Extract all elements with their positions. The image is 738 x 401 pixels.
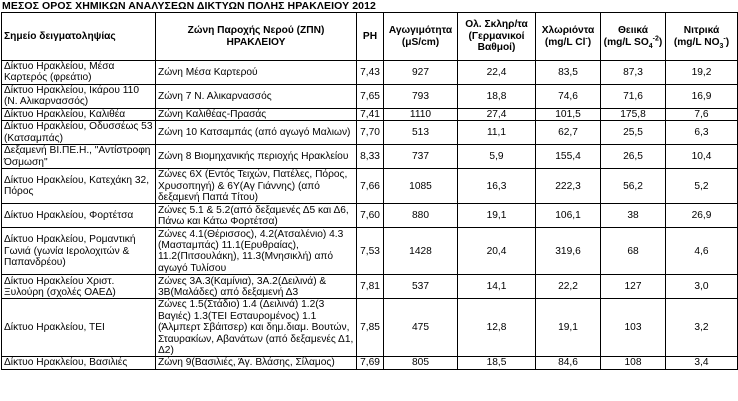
cell-zone: Ζώνες 1.5(Στάδιο) 1.4 (Δειλινά) 1.2(3 Βαγιές) 1.3(ΤΕΙ Εσταυρομένος) 1.1 (Άλμπερτ Σβάιτσερ) και δημ.διαμ. Βουτών, Σταυρακίων, Αβανάτων (από δεξαμενές Δ1, Δ2)	[156, 299, 357, 357]
cell-ph: 7,81	[357, 275, 384, 299]
cell-site: Δίκτυο Ηρακλείου, Καλιθέα	[2, 108, 156, 120]
document-title: ΜΕΣΟΣ ΟΡΟΣ ΧΗΜΙΚΩΝ ΑΝΑΛΥΣΕΩΝ ΔΙΚΤΥΩΝ ΠΟΛΗΣ ΗΡΑΚΛΕΙΟΥ 2012	[2, 0, 376, 12]
cell-nitrates: 26,9	[666, 204, 738, 228]
cell-conductivity: 737	[384, 145, 458, 169]
cell-ph: 7,41	[357, 108, 384, 120]
cell-site: Δίκτυο Ηρακλείου, Μέσα Καρτερός (φρεάτιο)	[2, 61, 156, 85]
cell-conductivity: 537	[384, 275, 458, 299]
cell-ph: 8,33	[357, 145, 384, 169]
cell-nitrates: 3,4	[666, 357, 738, 369]
cell-hardness: 11,1	[458, 121, 536, 145]
cell-ph: 7,69	[357, 357, 384, 369]
cell-sulfates: 71,6	[601, 84, 666, 108]
header-hardness: Ολ. Σκληρ/τα (Γερμανικοί Βαθμοί)	[458, 13, 536, 61]
cell-site: Δίκτυο Ηρακλείου, Κατεχάκη 32, Πόρος	[2, 169, 156, 204]
cell-nitrates: 4,6	[666, 228, 738, 275]
cell-zone: Ζώνη Καλιθέας-Πρασάς	[156, 108, 357, 120]
cell-sulfates: 103	[601, 299, 666, 357]
cell-chlorides: 222,3	[536, 169, 601, 204]
cell-zone: Ζώνη 10 Κατσαμπάς (από αγωγό Μαλιων)	[156, 121, 357, 145]
cell-nitrates: 10,4	[666, 145, 738, 169]
cell-site: Δίκτυο Ηρακλείου, Οδυσσέως 53 (Κατσαμπάς)	[2, 121, 156, 145]
cell-nitrates: 3,0	[666, 275, 738, 299]
cell-chlorides: 19,1	[536, 299, 601, 357]
table-row	[2, 204, 738, 228]
cell-sulfates: 175,8	[601, 108, 666, 120]
cell-chlorides: 106,1	[536, 204, 601, 228]
cell-sulfates: 26,5	[601, 145, 666, 169]
cell-ph: 7,85	[357, 299, 384, 357]
cell-sulfates: 87,3	[601, 61, 666, 85]
cell-conductivity: 927	[384, 61, 458, 85]
cell-zone: Ζώνες 6Χ (Εντός Τειχών, Πατέλες, Πόρος, Χρυσοπηγή) & 6Υ(Αγ Γιάννης) (από δεξαμενή Παπά Τίτου)	[156, 169, 357, 204]
cell-chlorides: 319,6	[536, 228, 601, 275]
cell-hardness: 22,4	[458, 61, 536, 85]
cell-zone: Ζώνες 3Α.3(Καμίνια), 3Α.2(Δειλινά) & 3Β(Μαλάδες) από δεξαμενή Δ3	[156, 275, 357, 299]
cell-site: Δεξαμενή ΒΙ.ΠΕ.Η., "Αντίστροφη Όσμωση"	[2, 145, 156, 169]
cell-chlorides: 101,5	[536, 108, 601, 120]
cell-site: Δίκτυο Ηρακλείου, Ρομαντική Γωνιά (γωνία Ιερολοχιτών & Παπανδρέου)	[2, 228, 156, 275]
cell-zone: Ζώνες 4.1(Θέρισσος), 4.2(Ατσαλένιο) 4.3 (Μασταμπάς) 11.1(Ερυθραίας), 11.2(Πιτσουλάκη), 11.3(Μνησικλή) από αγωγό Τυλίσου	[156, 228, 357, 275]
cell-site: Δίκτυο Ηρακλείου, Φορτέτσα	[2, 204, 156, 228]
cell-conductivity: 1428	[384, 228, 458, 275]
header-zone: Ζώνη Παροχής Νερού (ΖΠΝ) ΗΡΑΚΛΕΙΟΥ	[156, 13, 357, 61]
cell-sulfates: 127	[601, 275, 666, 299]
table-row	[2, 145, 738, 169]
table-row	[2, 61, 738, 85]
header-chlorides: Χλωριόντα (mg/L Cl-)	[536, 13, 601, 61]
cell-conductivity: 513	[384, 121, 458, 145]
cell-site: Δίκτυο Ηρακλείου Χριστ. Ξυλούρη (σχολές ΟΑΕΔ)	[2, 275, 156, 299]
table-row	[2, 169, 738, 204]
cell-chlorides: 62,7	[536, 121, 601, 145]
cell-chlorides: 22,2	[536, 275, 601, 299]
cell-site: Δίκτυο Ηρακλείου, ΤΕΙ	[2, 299, 156, 357]
table-row	[2, 357, 738, 369]
analysis-table	[1, 12, 738, 370]
cell-chlorides: 83,5	[536, 61, 601, 85]
header-row	[2, 13, 738, 61]
cell-nitrates: 3,2	[666, 299, 738, 357]
cell-zone: Ζώνες 5.1 & 5.2(από δεξαμενές Δ5 και Δ6, Πάνω και Κάτω Φορτέτσα)	[156, 204, 357, 228]
cell-conductivity: 1110	[384, 108, 458, 120]
cell-conductivity: 793	[384, 84, 458, 108]
cell-hardness: 18,5	[458, 357, 536, 369]
cell-nitrates: 7,6	[666, 108, 738, 120]
cell-nitrates: 5,2	[666, 169, 738, 204]
cell-chlorides: 155,4	[536, 145, 601, 169]
cell-nitrates: 6,3	[666, 121, 738, 145]
header-site: Σημείο δειγματοληψίας	[2, 13, 156, 61]
cell-sulfates: 38	[601, 204, 666, 228]
table-row	[2, 108, 738, 120]
cell-hardness: 20,4	[458, 228, 536, 275]
cell-hardness: 14,1	[458, 275, 536, 299]
cell-nitrates: 16,9	[666, 84, 738, 108]
header-ph: PH	[357, 13, 384, 61]
cell-ph: 7,65	[357, 84, 384, 108]
cell-sulfates: 56,2	[601, 169, 666, 204]
cell-hardness: 12,8	[458, 299, 536, 357]
cell-hardness: 16,3	[458, 169, 536, 204]
table-row	[2, 299, 738, 357]
cell-ph: 7,53	[357, 228, 384, 275]
cell-zone: Ζώνη 7 Ν. Αλικαρνασσός	[156, 84, 357, 108]
cell-conductivity: 880	[384, 204, 458, 228]
cell-nitrates: 19,2	[666, 61, 738, 85]
cell-site: Δίκτυο Ηρακλείου, Βασιλιές	[2, 357, 156, 369]
cell-hardness: 18,8	[458, 84, 536, 108]
cell-hardness: 5,9	[458, 145, 536, 169]
cell-ph: 7,43	[357, 61, 384, 85]
cell-hardness: 27,4	[458, 108, 536, 120]
table-row	[2, 275, 738, 299]
cell-ph: 7,66	[357, 169, 384, 204]
cell-conductivity: 805	[384, 357, 458, 369]
header-nitrates: Νιτρικά (mg/L $NO_3^-$)	[666, 13, 738, 61]
header-conductivity: Αγωγιμότητα (μS/cm)	[384, 13, 458, 61]
cell-chlorides: 84,6	[536, 357, 601, 369]
cell-sulfates: 108	[601, 357, 666, 369]
cell-sulfates: 68	[601, 228, 666, 275]
cell-ph: 7,60	[357, 204, 384, 228]
cell-conductivity: 475	[384, 299, 458, 357]
cell-zone: Ζώνη Μέσα Καρτερού	[156, 61, 357, 85]
table-row	[2, 228, 738, 275]
cell-hardness: 19,1	[458, 204, 536, 228]
cell-zone: Ζώνη 8 Βιομηχανικής περιοχής Ηρακλείου	[156, 145, 357, 169]
cell-sulfates: 25,5	[601, 121, 666, 145]
cell-site: Δίκτυο Ηρακλείου, Ικάρου 110 (Ν. Αλικαρνασσός)	[2, 84, 156, 108]
cell-chlorides: 74,6	[536, 84, 601, 108]
cell-conductivity: 1085	[384, 169, 458, 204]
header-sulfates: Θειικά (mg/L $SO_4^{-2}$)	[601, 13, 666, 61]
table-row	[2, 84, 738, 108]
cell-ph: 7,70	[357, 121, 384, 145]
cell-zone: Ζώνη 9(Βασιλιές, Άγ. Βλάσης, Σίλαμος)	[156, 357, 357, 369]
table-row	[2, 121, 738, 145]
